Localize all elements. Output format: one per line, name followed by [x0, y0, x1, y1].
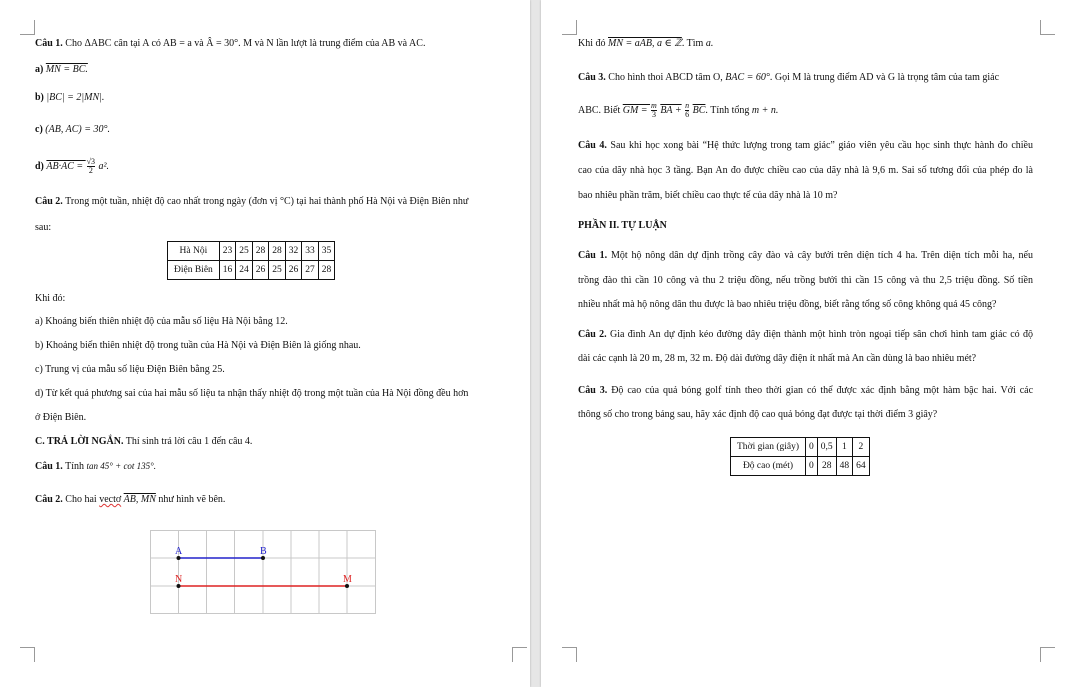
- question-text: dài các cạnh là 20 m, 28 m, 32 m. Độ dài đường dây điện ít nhất mà An cần dùng là bao nhiêu mét?: [578, 353, 977, 364]
- crop-mark: [1040, 647, 1055, 662]
- question-label: Câu 2.: [578, 329, 607, 340]
- question-math: BAC = 60°: [725, 72, 770, 83]
- table-cell: 1: [836, 438, 853, 457]
- question-math: tan 45° + cot 135°.: [86, 461, 157, 471]
- essay-2-stem: [578, 329, 1033, 341]
- option-math: |BC| = 2|MN|.: [46, 92, 105, 103]
- section-heading: PHẦN II. TỰ LUẬN: [578, 220, 667, 231]
- q2-option-d: d) Từ kết quả phương sai của hai mẫu số liệu ta nhận thấy nhiệt độ trong một tuần của Hà Nội đồng đều hơn: [35, 388, 469, 399]
- numerator: m: [651, 101, 657, 110]
- option-label: c): [35, 124, 43, 135]
- q1-option-a: [35, 64, 88, 76]
- document-page-right: [541, 0, 1072, 687]
- fraction: [685, 102, 689, 119]
- question-math: $\overline{BC}$: [692, 104, 706, 116]
- q1-option-c: [35, 124, 110, 136]
- numerator: √3: [86, 157, 96, 166]
- question-label: Câu 2.: [35, 494, 63, 505]
- essay-3-stem: [578, 385, 1033, 397]
- option-label: d): [35, 160, 44, 172]
- table-cell: 48: [836, 457, 853, 476]
- section-title: C. TRẢ LỜI NGẮN.: [35, 436, 124, 447]
- spellcheck-word: vectơ: [99, 494, 122, 505]
- crop-mark: [20, 647, 35, 662]
- question-text: ABC. Biết: [578, 104, 621, 116]
- question-text: như hình vẽ bên.: [158, 494, 226, 505]
- table-cell: 28: [269, 242, 286, 261]
- vector-grid-figure: [150, 530, 376, 614]
- intro-text: Khi đó:: [35, 293, 66, 304]
- denominator: 6: [685, 110, 690, 119]
- row-header: Thời gian (giây): [731, 438, 806, 457]
- question-text: Tính: [65, 461, 85, 472]
- crop-mark: [1040, 20, 1055, 35]
- question-text: . Tính tổng: [705, 104, 750, 116]
- question-text: nhiều nhất mà hộ nông dân thu được là bao nhiêu triệu đồng, biết rằng tổng số công không quá 45 công?: [578, 299, 997, 310]
- golf-table: [730, 437, 870, 476]
- question-math: MN = aAB, a ∈ ℤ: [608, 38, 682, 49]
- denominator: 3: [651, 110, 656, 119]
- table-row: [168, 242, 335, 261]
- question-text: sau:: [35, 222, 52, 233]
- q2-option-d-cont: ở Điện Biên.: [35, 412, 87, 423]
- question-text: Độ cao của quả bóng golf tính theo thời gian có thể được xác định bằng một hàm bậc hai. Với các: [611, 385, 1034, 396]
- option-label: a): [35, 64, 44, 75]
- question-math: GM =: [622, 104, 651, 116]
- q1-option-d: [35, 158, 109, 175]
- option-math: a².: [98, 160, 110, 172]
- question-text: Khi đó: [578, 38, 606, 49]
- question-4-stem: [578, 140, 1033, 152]
- crop-mark: [562, 647, 577, 662]
- table-cell: 26: [252, 261, 269, 280]
- table-cell: 28: [817, 457, 836, 476]
- short-answer-1: [35, 460, 156, 473]
- crop-mark: [20, 20, 35, 35]
- question-text: thông số cho trong bảng sau, hãy xác định độ cao quả bóng đạt được tại thời điểm 3 giây?: [578, 409, 938, 420]
- table-cell: 28: [318, 261, 335, 280]
- essay-1-stem: [578, 250, 1033, 262]
- crop-mark: [512, 647, 527, 662]
- table-cell: 35: [318, 242, 335, 261]
- section-c-heading: [35, 436, 252, 448]
- table-row: [731, 457, 870, 476]
- table-row: [168, 261, 335, 280]
- question-1-stem: [35, 38, 425, 50]
- table-cell: 33: [302, 242, 319, 261]
- table-cell: 0: [806, 457, 818, 476]
- table-cell: 27: [302, 261, 319, 280]
- question-label: Câu 2.: [35, 196, 63, 207]
- question-label: Câu 3.: [578, 385, 608, 396]
- question-3-stem: [578, 72, 999, 84]
- label-n: N: [175, 574, 183, 585]
- table-cell: 32: [285, 242, 302, 261]
- question-text: Sau khi học xong bài “Hệ thức lượng trong tam giác” giáo viên yêu cầu học sinh thực hành đo chiều: [610, 140, 1033, 151]
- question-text: cao của dãy nhà học 3 tầng. Bạn An đo được chiều cao của dãy nhà là 9,6 m. Sai số tương đối của phép đo là: [578, 165, 1033, 176]
- row-header: Hà Nội: [168, 242, 220, 261]
- question-text: Trong một tuần, nhiệt độ cao nhất trong ngày (đơn vị °C) tại hai thành phố Hà Nội và Điện Biên như: [65, 196, 469, 207]
- grid-lines: [150, 530, 376, 614]
- table-cell: 25: [236, 242, 253, 261]
- table-cell: 0,5: [817, 438, 836, 457]
- question-text: Cho hình thoi ABCD tâm O,: [608, 72, 723, 83]
- question-3-line2: [578, 102, 778, 119]
- section-instruction: Thí sinh trả lời câu 1 đến câu 4.: [123, 436, 253, 447]
- question-text: Một hộ nông dân dự định trồng cây đào và cây bưởi trên diện tích 4 ha. Trên diện tích mỗi ha, nếu: [610, 250, 1033, 261]
- crop-mark: [562, 20, 577, 35]
- question-text: bao nhiêu phần trăm, biết chiều cao thực tế của dãy nhà là 10 m?: [578, 190, 838, 201]
- fraction: [651, 102, 657, 119]
- q2-option-c: c) Trung vị của mẫu số liệu Điện Biên bằng 25.: [35, 364, 225, 375]
- option-math: MN = BC.: [45, 64, 88, 75]
- denominator: 2: [88, 166, 93, 175]
- question-label: Câu 4.: [578, 140, 607, 151]
- option-math: (AB, AC) = 30°.: [45, 124, 111, 135]
- label-b: B: [260, 546, 267, 557]
- row-header: Độ cao (mét): [731, 457, 806, 476]
- question-math: m + n.: [751, 104, 779, 116]
- question-label: Câu 1.: [35, 38, 63, 49]
- short-answer-2: [35, 494, 225, 506]
- question-text: trồng đào thì cần 10 công và thu 2 triệu đồng, nếu trồng bưởi thì cần 15 công và thu 2,5 triệu đồng. Số tiền: [578, 275, 1033, 286]
- option-label: b): [35, 92, 44, 103]
- q2-option-a: a) Khoảng biến thiên nhiệt độ của mẫu số liệu Hà Nội bằng 12.: [35, 316, 288, 327]
- table-row: [731, 438, 870, 457]
- table-cell: 0: [806, 438, 818, 457]
- table-cell: 23: [219, 242, 236, 261]
- numerator: n: [685, 101, 690, 110]
- table-cell: 26: [285, 261, 302, 280]
- question-label: Câu 1.: [578, 250, 608, 261]
- table-cell: 24: [236, 261, 253, 280]
- document-page-left: [0, 0, 530, 687]
- option-math: AB·AC =: [46, 160, 86, 172]
- question-text: Gia đình An dự định kéo đường dây điện thành một hình tròn ngoại tiếp sân chơi hình tam giác có độ: [610, 329, 1033, 340]
- temperature-table: [167, 241, 335, 280]
- question-math: BA +: [660, 104, 682, 116]
- question-2-stem: [35, 196, 468, 208]
- row-header: Điện Biên: [168, 261, 220, 280]
- question-text: . Gọi M là trung điểm AD và G là trọng tâm của tam giác: [769, 72, 1000, 83]
- question-label: Câu 3.: [578, 72, 606, 83]
- question-text: . Tìm: [681, 38, 704, 49]
- table-cell: 28: [252, 242, 269, 261]
- fraction: [87, 158, 95, 175]
- table-cell: 25: [269, 261, 286, 280]
- table-cell: 2: [853, 438, 870, 457]
- q2-option-b: b) Khoảng biến thiên nhiệt độ trong tuần của Hà Nội và Điện Biên là giống nhau.: [35, 340, 361, 351]
- label-a: A: [175, 546, 183, 557]
- q1-option-b: [35, 92, 104, 104]
- question-math: AB, MN: [123, 494, 156, 505]
- question-2-cont: [578, 38, 713, 50]
- question-math: a.: [705, 38, 714, 49]
- table-cell: 64: [853, 457, 870, 476]
- label-m: M: [343, 574, 352, 585]
- question-text: Cho ΔABC cân tại A có AB = a và Â = 30°. M và N lần lượt là trung điểm của AB và AC.: [65, 38, 426, 49]
- question-text: Cho hai: [65, 494, 97, 505]
- question-label: Câu 1.: [35, 461, 63, 472]
- table-cell: 16: [219, 261, 236, 280]
